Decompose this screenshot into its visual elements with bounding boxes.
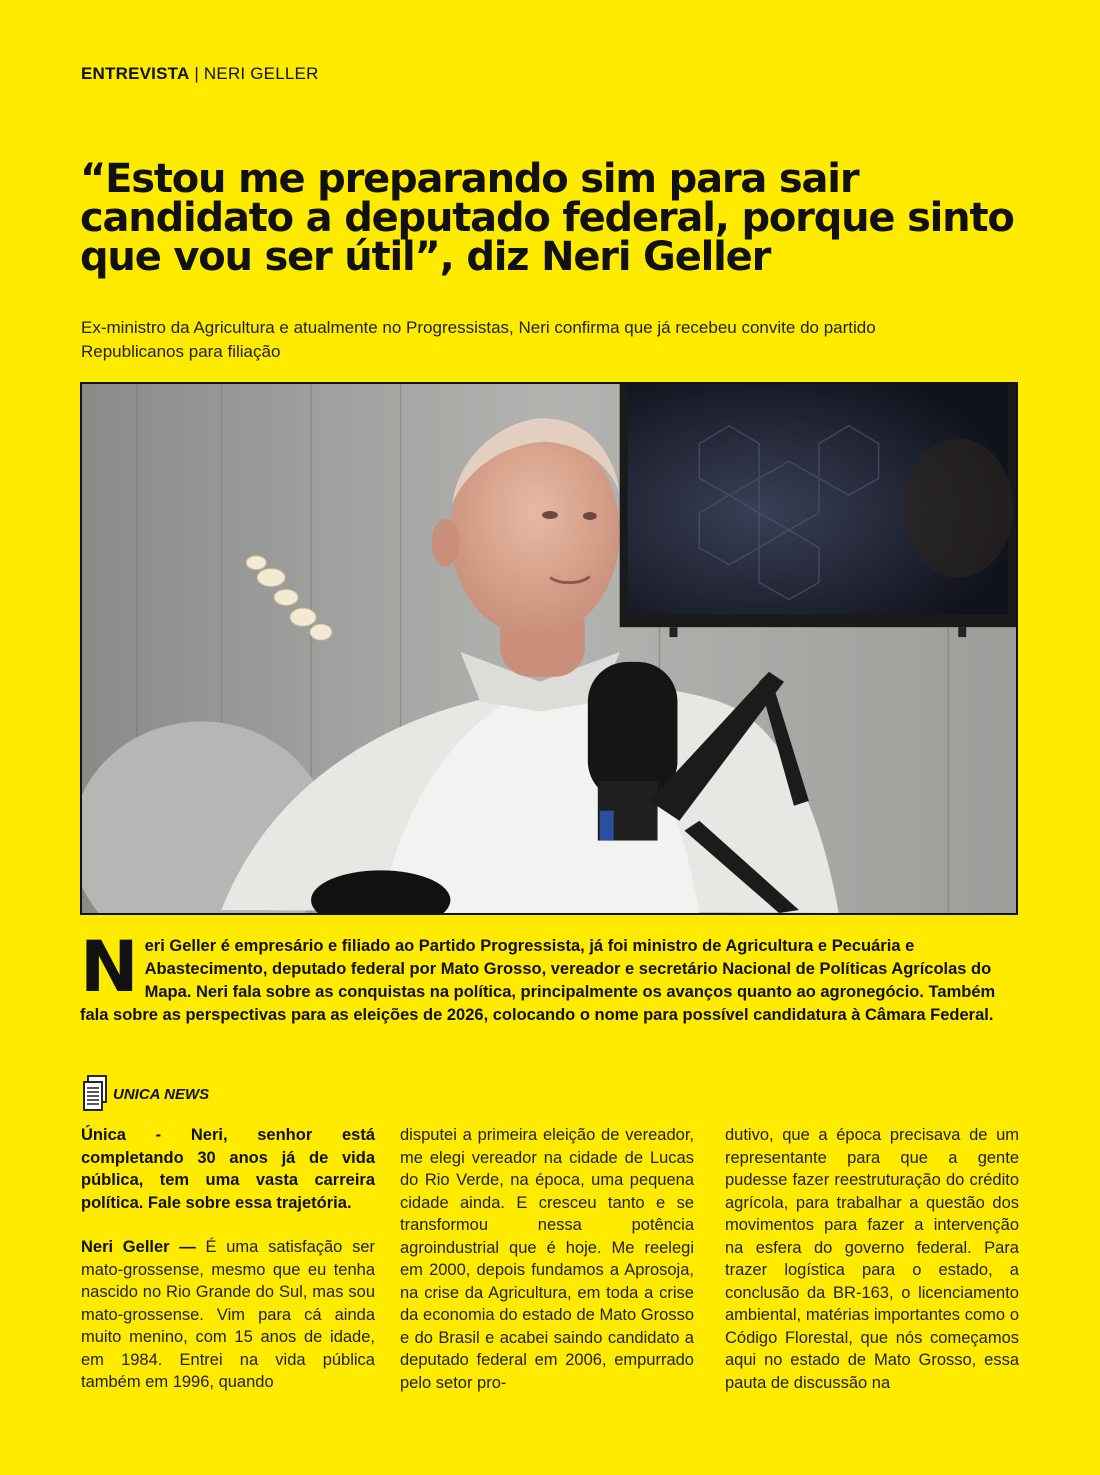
speaker-name: Neri Geller — xyxy=(81,1238,196,1256)
section-name: ENTREVISTA xyxy=(81,64,190,83)
article-column-1 xyxy=(81,1124,375,1416)
answer-text: É uma satisfação ser mato-grossense, mesmo que eu tenha nascido no Rio Grande do Sul, mas sou mato-grossense. Vim para cá ainda muito menino, com 15 anos de idade, em 1984. Entrei na vida pública também em 1996, quando xyxy=(81,1238,375,1391)
answer-paragraph xyxy=(81,1236,375,1394)
lead-text: eri Geller é empresário e filiado ao Partido Progressista, já foi ministro de Agricultura e Pecuária e Abastecimento, deputado federal por Mato Grosso, vereador e secretário Nacional de Políticas Agrícolas do Mapa. Neri fala sobre as conquistas na política, principalmente os avanços quanto ao agronegócio. Também fala sobre as perspectivas para as eleições de 2026, colocando o nome para possível candidatura à Câmara Federal. xyxy=(80,937,996,1024)
article-column-2 xyxy=(400,1124,694,1416)
photo-illustration xyxy=(82,384,1016,913)
section-separator: | xyxy=(194,64,199,83)
source-byline xyxy=(82,1074,209,1114)
section-subject: NERI GELLER xyxy=(203,64,319,83)
lead-paragraph xyxy=(80,926,1020,1027)
document-icon xyxy=(82,1074,110,1114)
interview-question: Única - Neri, senhor está completando 30 anos já de vida pública, tem uma vasta carreira política. Fale sobre essa trajetória. xyxy=(81,1126,375,1212)
source-label: UNICA NEWS xyxy=(113,1085,210,1103)
answer-continued: dutivo, que a época precisava de um representante para que a gente pudesse fazer reestruturação do crédito agrícola, para trabalhar a questão dos movimentos para fazer a intervenção na esfera do governo federal. Para trazer logística para o estado, a conclusão da BR-163, o licenciamento ambiental, matérias importantes como o Código Florestal, que nós começamos aqui no estado de Mato Grosso, essa pauta de discussão na xyxy=(725,1126,1019,1392)
headline: “Estou me preparando sim para sair candidato a deputado federal, porque sinto que vou ser útil”, diz Neri Geller xyxy=(80,156,1014,280)
article-column-3 xyxy=(725,1124,1019,1416)
subtitle: Ex-ministro da Agricultura e atualmente no Progressistas, Neri confirma que já recebeu convite do partido Republicanos para filiação xyxy=(81,318,876,361)
drop-cap: N xyxy=(80,926,139,1008)
interview-photo xyxy=(80,382,1018,915)
answer-continued: disputei a primeira eleição de vereador, me elegi vereador na cidade de Lucas do Rio Verde, na época, uma pequena cidade ainda. E cresceu tanto e se transformou nessa potência agroindustrial que é hoje. Me reelegi em 2000, depois fundamos a Aprosoja, na crise da Agricultura, em toda a crise da economia do estado de Mato Grosso e do Brasil e acabei saindo candidato a deputado federal em 2006, empurrado pelo setor pro- xyxy=(400,1126,694,1392)
section-label xyxy=(81,64,319,84)
